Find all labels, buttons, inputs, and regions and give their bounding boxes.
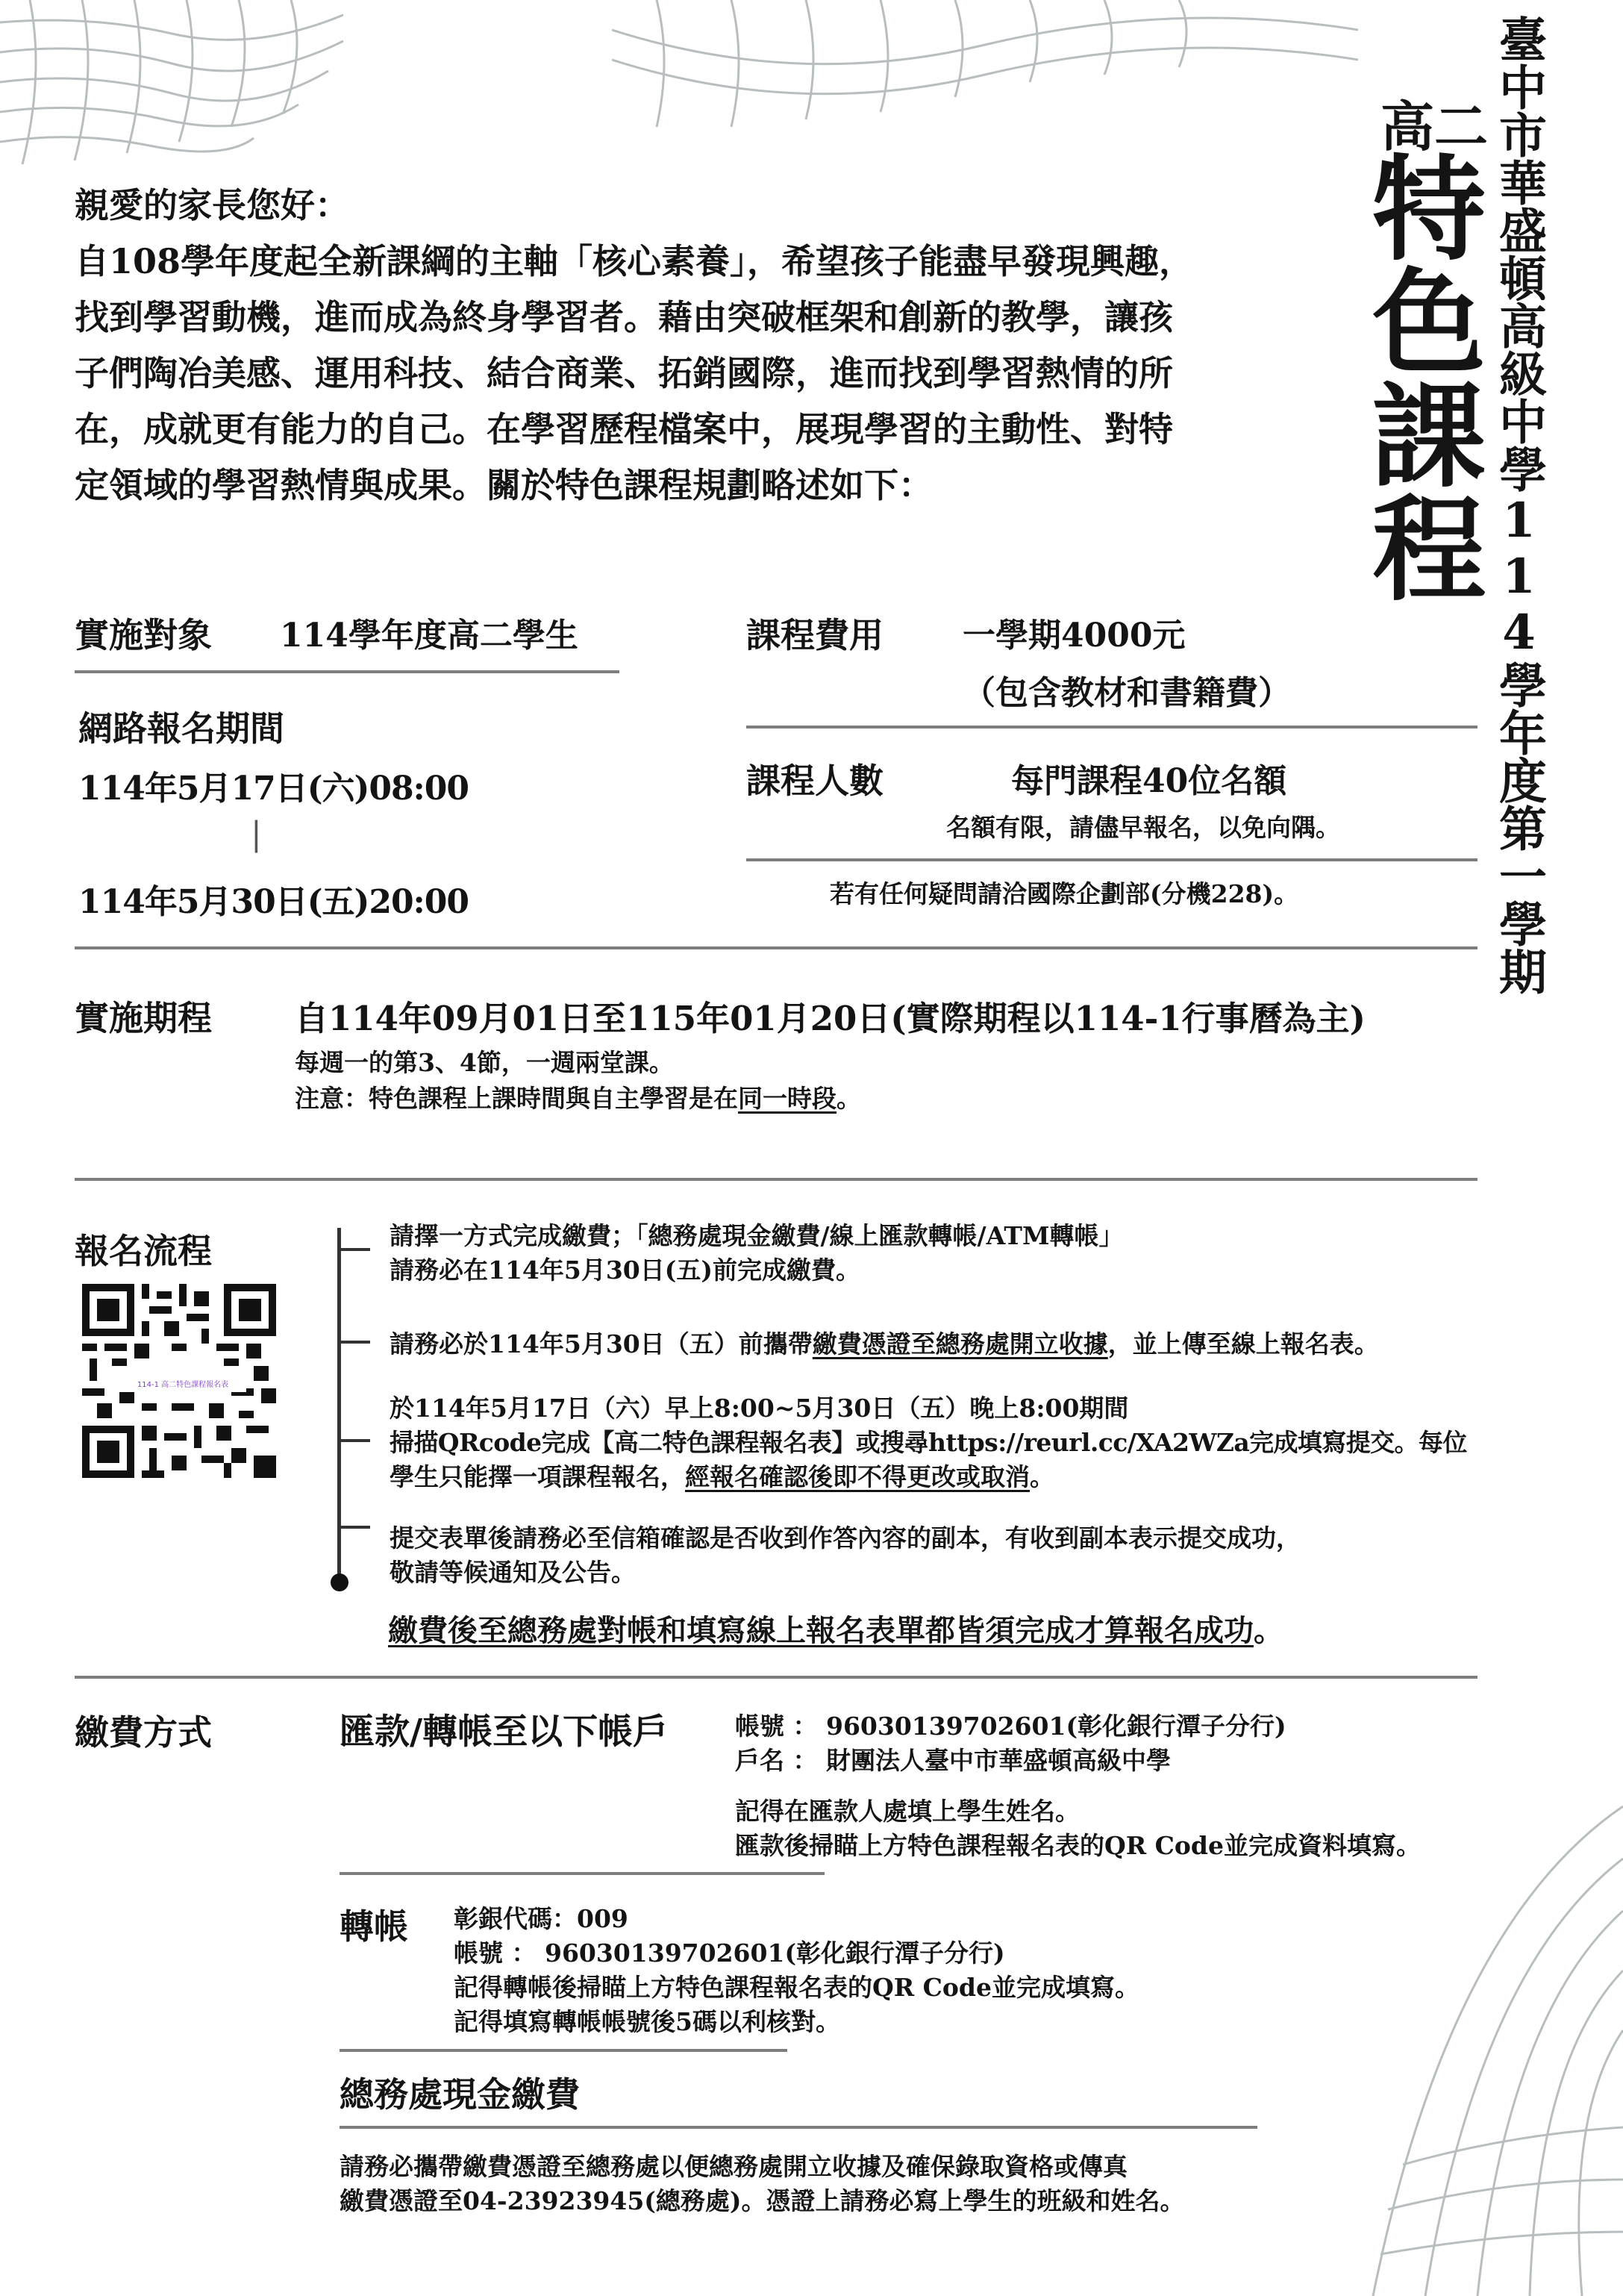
timeline-tick bbox=[337, 1439, 370, 1442]
intro-line: 定領域的學習熱情與成果。關於特色課程規劃略述如下： bbox=[75, 465, 933, 505]
step-4 bbox=[390, 1521, 1301, 1590]
grade-label: 高二 bbox=[1380, 95, 1489, 158]
payment-label: 繳費方式 bbox=[75, 1712, 212, 1753]
transfer-note-1: 記得轉帳後掃瞄上方特色課程報名表的QR Code並完成填寫。 bbox=[454, 1973, 1140, 2002]
divider bbox=[746, 726, 1477, 729]
schedule-note-prefix: 注意：特色課程上課時間與自主學習是在 bbox=[295, 1084, 738, 1113]
intro-line: 找到學習動機，進而成為終身學習者。藉由突破框架和創新的教學，讓孩 bbox=[75, 297, 1173, 337]
qr-caption: 114-1 高二特色課程報名表 bbox=[137, 1381, 229, 1389]
step-4-line-a: 提交表單後請務必至信箱確認是否收到作答內容的副本，有收到副本表示提交成功， bbox=[390, 1523, 1301, 1553]
divider bbox=[75, 1676, 1477, 1679]
registration-period-label: 網路報名期間 bbox=[78, 708, 284, 749]
step-2-suffix: ，並上傳至線上報名表。 bbox=[1107, 1329, 1379, 1358]
registration-start: 114年5月17日(六)08:00 bbox=[78, 770, 469, 808]
cash-details bbox=[340, 2150, 1185, 2218]
target-label: 實施對象 bbox=[75, 615, 212, 655]
intro-line: 在，成就更有能力的自己。在學習歷程檔案中，展現學習的主動性、對特 bbox=[75, 409, 1173, 449]
timeline-end-dot bbox=[331, 1573, 348, 1591]
divider bbox=[340, 2049, 787, 2052]
page-title: 特色課程 bbox=[1354, 149, 1487, 603]
process-final-note bbox=[388, 1607, 1283, 1650]
intro-letter bbox=[75, 178, 1343, 514]
wave-grid-top-left bbox=[0, 0, 343, 172]
schedule-label: 實施期程 bbox=[75, 998, 212, 1038]
step-3-line-c bbox=[390, 1460, 1479, 1494]
step-1-line-a: 請擇一方式完成繳費；「總務處現金繳費/線上匯款轉帳/ATM轉帳」 bbox=[390, 1221, 1124, 1250]
divider bbox=[340, 1872, 825, 1875]
fee-value: 一學期4000元 bbox=[963, 617, 1186, 655]
transfer-details bbox=[454, 1902, 1139, 2039]
transfer-account: 帳號 ： 96030139702601(彰化銀行潭子分行) bbox=[454, 1938, 1005, 1968]
transfer-note-2: 記得填寫轉帳帳號後5碼以利核對。 bbox=[454, 2007, 840, 2036]
step-1-line-b: 請務必在114年5月30日(五)前完成繳費。 bbox=[390, 1255, 860, 1285]
final-underlined: 繳費後至總務處對帳和填寫線上報名表單都皆須完成才算報名成功 bbox=[388, 1613, 1254, 1648]
process-label: 報名流程 bbox=[75, 1231, 212, 1271]
transfer-bank-code: 彰銀代碼：009 bbox=[454, 1904, 628, 1933]
contact-note: 若有任何疑問請洽國際企劃部(分機228)。 bbox=[830, 879, 1299, 908]
step-3 bbox=[390, 1391, 1479, 1494]
schedule-line1: 每週一的第3、4節，一週兩堂課。 bbox=[295, 1048, 674, 1077]
intro-line: 自108學年度起全新課綱的主軸「核心素養」，希望孩子能盡早發現興趣， bbox=[75, 241, 1194, 281]
step-2-underlined: 繳費憑證至總務處開立收據 bbox=[812, 1329, 1108, 1358]
timeline-tick bbox=[337, 1341, 370, 1344]
timeline-tick bbox=[337, 1526, 370, 1529]
cash-line-1: 請務必攜帶繳費憑證至總務處以便總務處開立收據及確保錄取資格或傳真 bbox=[340, 2152, 1128, 2181]
schedule-line2 bbox=[295, 1079, 861, 1114]
step-3-line-a: 於114年5月17日（六）早上8:00~5月30日（五）晚上8:00期間 bbox=[390, 1394, 1129, 1423]
capacity-value: 每門課程40位名額 bbox=[1011, 762, 1287, 800]
wave-grid-top-center bbox=[612, 0, 1358, 134]
capacity-label: 課程人數 bbox=[746, 761, 884, 801]
intro-line: 子們陶冶美感、運用科技、結合商業、拓銷國際，進而找到學習熱情的所 bbox=[75, 353, 1173, 393]
remit-holder: 戶名 ： 財團法人臺中市華盛頓高級中學 bbox=[735, 1746, 1171, 1775]
registration-separator: | bbox=[251, 815, 262, 853]
divider bbox=[75, 1178, 1477, 1181]
schedule-note-underlined: 同一時段 bbox=[738, 1084, 836, 1113]
greeting: 親愛的家長您好： bbox=[75, 185, 349, 225]
step-1 bbox=[390, 1219, 1124, 1288]
step-2-prefix: 請務必於114年5月30日（五）前攜帶 bbox=[390, 1329, 813, 1358]
final-suffix: 。 bbox=[1254, 1613, 1283, 1648]
fee-note: （包含教材和書籍費） bbox=[963, 674, 1291, 712]
step-4-line-b: 敬請等候通知及公告。 bbox=[390, 1558, 636, 1587]
step-3-c-suffix: 。 bbox=[1030, 1462, 1054, 1491]
remit-title: 匯款/轉帳至以下帳戶 bbox=[340, 1712, 669, 1753]
step-3-c-underlined: 經報名確認後即不得更改或取消 bbox=[685, 1462, 1030, 1491]
transfer-title: 轉帳 bbox=[340, 1906, 408, 1947]
cash-line-2: 繳費憑證至04-23923945(總務處)。憑證上請務必寫上學生的班級和姓名。 bbox=[340, 2186, 1185, 2215]
schedule-note-suffix: 。 bbox=[836, 1084, 861, 1113]
divider bbox=[75, 670, 619, 673]
registration-end: 114年5月30日(五)20:00 bbox=[78, 883, 469, 921]
remit-note-1: 記得在匯款人處填上學生姓名。 bbox=[735, 1797, 1080, 1826]
school-title-vertical: 臺中市華盛頓高級中學114學年度第一學期 bbox=[1491, 15, 1547, 995]
step-3-c-prefix: 學生只能擇一項課程報名， bbox=[390, 1462, 685, 1491]
remit-account: 帳號 ： 96030139702601(彰化銀行潭子分行) bbox=[735, 1712, 1286, 1741]
step-3-line-b: 掃描QRcode完成【高二特色課程報名表】或搜尋https://reurl.cc/XA2WZa完成填寫提交。每位 bbox=[390, 1428, 1467, 1457]
divider bbox=[746, 858, 1477, 861]
capacity-note: 名額有限，請儘早報名，以免向隅。 bbox=[946, 813, 1340, 842]
divider bbox=[75, 946, 1477, 949]
cash-title: 總務處現金繳費 bbox=[340, 2074, 580, 2115]
schedule-value: 自114年09月01日至115年01月20日(實際期程以114-1行事曆為主) bbox=[295, 999, 1366, 1038]
remit-note-2: 匯款後掃瞄上方特色課程報名表的QR Code並完成資料填寫。 bbox=[735, 1831, 1422, 1860]
fee-label: 課程費用 bbox=[746, 615, 884, 655]
timeline-tick bbox=[337, 1248, 370, 1251]
divider bbox=[340, 2126, 1257, 2129]
remit-details bbox=[735, 1709, 1421, 1863]
target-value: 114學年度高二學生 bbox=[280, 617, 578, 655]
step-2 bbox=[390, 1327, 1379, 1361]
